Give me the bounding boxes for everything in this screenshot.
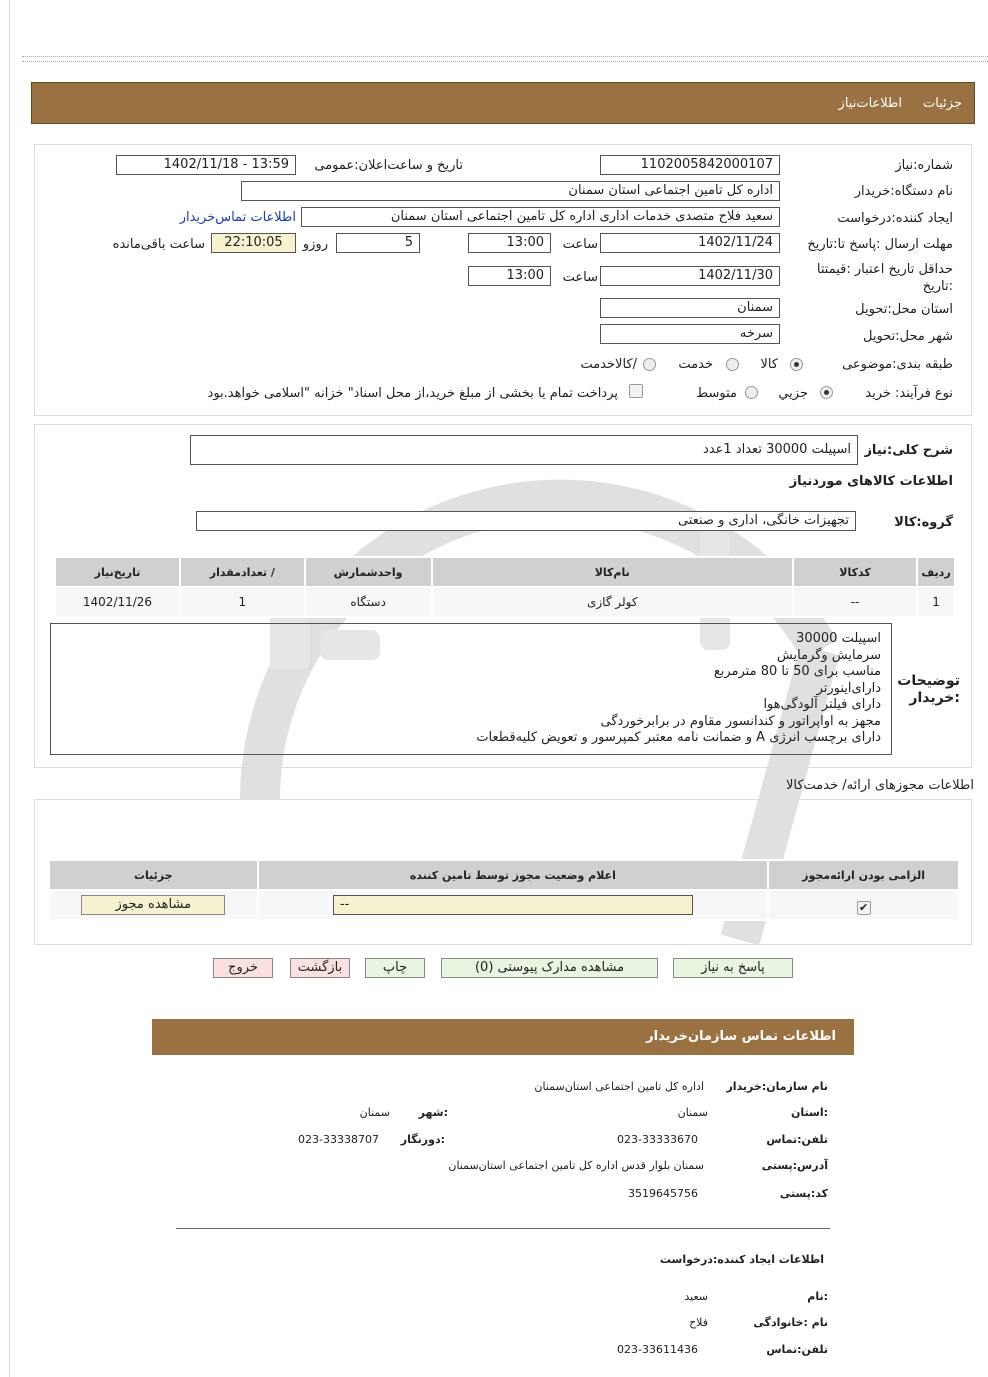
family-value: فلاح — [689, 1316, 708, 1329]
province-field: سمنان — [600, 298, 780, 318]
name-value: سعید — [684, 1290, 708, 1303]
city-contact-label: :شهر — [418, 1106, 448, 1119]
view-permit-button[interactable]: مشاهده مجوز — [81, 895, 225, 915]
note-line: سرمایش وگرمایش — [776, 647, 881, 663]
process-medium-label: متوسط — [696, 386, 737, 401]
attachments-button[interactable]: مشاهده مدارک پیوستی (0) — [441, 958, 658, 978]
col-qty: / تعدادمقدار — [180, 557, 305, 587]
items-table — [54, 556, 956, 618]
page-header — [31, 82, 975, 124]
col-date: تاریخ‌نیاز — [55, 557, 180, 587]
cell-unit: دستگاه — [305, 587, 432, 617]
address-label: آدرس:پستی — [761, 1159, 828, 1172]
goods-group-field: تجهیزات خانگی، اداری و صنعتی — [196, 511, 856, 531]
process-partial-label: جزیي — [778, 386, 808, 401]
col-row: ردیف — [917, 557, 955, 587]
remaining-label: ساعت باقی‌مانده — [112, 237, 205, 252]
tab-details[interactable]: جزئیات — [923, 96, 962, 111]
note-line: دارای فیلتر آلودگی‌هوا — [763, 697, 881, 712]
contact-divider — [176, 1228, 830, 1229]
cell-qty: 1 — [180, 587, 305, 617]
need-title-field: اسپیلت 30000 تعداد 1عدد — [190, 435, 858, 465]
need-number-field: 1102005842000107 — [600, 155, 780, 175]
buyer-notes-box — [50, 623, 892, 755]
cell-code: -- — [793, 587, 917, 617]
table-row — [55, 587, 955, 617]
col-required: الزامی بودن ارائه‌مجوز — [768, 860, 959, 890]
note-line: مناسب برای 50 تا 80 مترمربع — [713, 664, 881, 679]
category-service-radio[interactable] — [726, 358, 739, 371]
process-medium-radio[interactable] — [745, 386, 758, 399]
cell-name: کولر گازی — [432, 587, 793, 617]
phone-label: تلفن:تماس — [766, 1133, 828, 1146]
cell-required — [768, 890, 959, 920]
org-label: نام سازمان:خریدار — [726, 1080, 828, 1093]
dotted-divider — [22, 56, 988, 62]
remaining-time-field: 22:10:05 — [211, 233, 296, 253]
validity-date-field: 1402/11/30 — [600, 266, 780, 286]
name-label: :نام — [807, 1290, 828, 1303]
buyer-label: نام دستگاه:خریدار — [854, 184, 953, 199]
deadline-label: مهلت ارسال :پاسخ تا:تاریخ — [807, 237, 953, 252]
buyer-notes-label: توضیحات :خریدار — [897, 673, 960, 706]
col-code: کدکالا — [793, 557, 917, 587]
buyer-contact-header — [152, 1019, 854, 1055]
deadline-time-field: 13:00 — [468, 233, 551, 253]
family-label: نام :خانوادگی — [753, 1316, 828, 1329]
phone-value: 023-33333670 — [617, 1133, 698, 1146]
buyer-contact-link[interactable]: اطلاعات تماس‌خریدار — [179, 210, 296, 225]
col-unit: واحدشمارش — [305, 557, 432, 587]
category-both-radio[interactable] — [643, 358, 656, 371]
tab-need-info[interactable]: اطلاعات‌نیاز — [838, 96, 902, 111]
address-value: سمنان بلوار قدس اداره کل تامین اجتماعی استان‌سمنان — [448, 1159, 704, 1172]
permits-heading: اطلاعات مجوزهای ارائه/ خدمت‌کالا — [785, 778, 974, 793]
creator-info-title: اطلاعات ایجاد کننده:درخواست — [659, 1253, 824, 1266]
exit-button[interactable]: خروج — [213, 958, 273, 978]
back-button[interactable]: بازگشت — [290, 958, 350, 978]
announce-label: تاریخ و ساعت‌اعلان:عمومی — [314, 158, 463, 173]
treasury-payment-checkbox[interactable] — [629, 384, 643, 398]
fax-value: 023-33338707 — [298, 1133, 379, 1146]
category-label: طبقه بندی:موضوعی — [842, 357, 953, 372]
city-field: سرخه — [600, 324, 780, 344]
category-service-label: خدمت — [678, 357, 713, 372]
creator-label: ایجاد کننده:درخواست — [837, 211, 953, 226]
validity-time-label: ساعت — [562, 270, 598, 285]
postal-label: کد:پستی — [779, 1187, 828, 1200]
province-label: استان محل:تحویل — [855, 302, 953, 317]
permits-table-header — [49, 860, 959, 890]
process-label: نوع فرآیند: خرید — [865, 386, 953, 401]
left-border-line — [9, 0, 10, 1377]
treasury-payment-note: پرداخت تمام یا بخشی از مبلغ خرید،از محل اسناد" خزانه "اسلامی خواهد.بود — [207, 386, 618, 401]
cell-row: 1 — [917, 587, 955, 617]
need-title-label: شرح کلی:نیاز — [864, 443, 953, 458]
creator-phone-label: تلفن:تماس — [766, 1343, 828, 1356]
validity-label: حداقل تاریخ اعتبار :قیمتتا :تاریخ — [816, 262, 953, 294]
note-line: دارای برچسب انرژی A و ضمانت نامه معتبر کمپرسور و تعویض کلیه‌قطعات — [476, 730, 881, 745]
province-contact-value: سمنان — [677, 1106, 708, 1119]
col-details: جزئیات — [49, 860, 258, 890]
category-goods-label: کالا — [760, 357, 778, 372]
col-status: اعلام وضعیت مجوز توسط تامین کننده — [258, 860, 769, 890]
days-label: روزو — [302, 237, 328, 252]
permit-status-field: -- — [333, 895, 693, 915]
province-contact-label: :استان — [791, 1106, 828, 1119]
deadline-date-field: 1402/11/24 — [600, 233, 780, 253]
city-label: شهر محل:تحویل — [863, 329, 953, 344]
note-line: مجهز به اواپراتور و کندانسور مقاوم در برابرخوردگی — [600, 713, 881, 729]
category-both-label: /کالاخدمت — [580, 357, 637, 372]
deadline-time-label: ساعت — [562, 237, 598, 252]
goods-info-heading: اطلاعات کالاهای موردنیاز — [789, 474, 953, 489]
city-contact-value: سمنان — [359, 1106, 390, 1119]
note-line: دارای‌اینورتر — [816, 680, 881, 696]
org-value: اداره کل تامین اجتماعی استان‌سمنان — [534, 1080, 704, 1093]
note-line: اسپیلت 30000 — [796, 631, 881, 646]
fax-label: :دورنگار — [400, 1133, 445, 1146]
col-name: نام‌کالا — [432, 557, 793, 587]
cell-details — [49, 890, 258, 920]
table-row — [49, 890, 959, 920]
postal-value: 3519645756 — [628, 1187, 698, 1200]
print-button[interactable]: چاپ — [365, 958, 425, 978]
category-goods-radio[interactable] — [790, 358, 803, 371]
validity-time-field: 13:00 — [468, 266, 551, 286]
need-number-label: شماره:نیاز — [895, 158, 953, 173]
creator-phone-value: 023-33611436 — [617, 1343, 698, 1356]
buyer-contact-title: اطلاعات تماس سازمان‌خریدار — [646, 1029, 836, 1044]
creator-field: سعید فلاح متصدی خدمات اداری اداره کل تامین اجتماعی استان سمنان — [301, 207, 780, 227]
process-partial-radio[interactable] — [820, 386, 833, 399]
cell-status — [258, 890, 769, 920]
goods-group-label: گروه:کالا — [894, 515, 953, 530]
buyer-field: اداره کل تامین اجتماعی استان سمنان — [241, 181, 780, 201]
permit-required-checkbox: ✔ — [857, 901, 871, 915]
days-field: 5 — [336, 233, 420, 253]
reply-button[interactable]: پاسخ به نیاز — [673, 958, 793, 978]
items-table-header — [55, 557, 955, 587]
cell-date: 1402/11/26 — [55, 587, 180, 617]
announce-field: 1402/11/18 - 13:59 — [116, 155, 296, 175]
permits-table — [48, 859, 960, 921]
